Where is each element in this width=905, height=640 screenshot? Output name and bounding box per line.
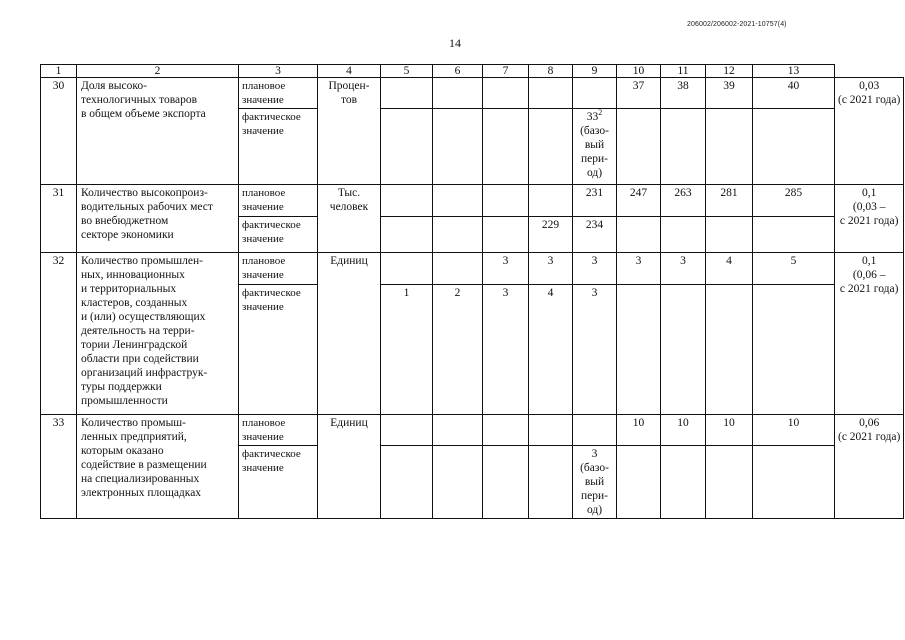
actual-value-col8: $33^2$ (базо- вый пери- од) <box>573 109 617 185</box>
row-number: 31 <box>41 185 77 253</box>
page-number: 14 <box>449 36 461 50</box>
actual-value-col9 <box>617 446 661 519</box>
header-cell-2: 2 <box>77 65 239 78</box>
actual-label: фактическое значение <box>239 217 318 253</box>
planned-value-col6 <box>483 185 529 217</box>
actual-value-col5: 2 <box>433 285 483 415</box>
header-cell-7: 7 <box>483 65 529 78</box>
actual-value-col11 <box>706 109 753 185</box>
unit-cell: Единиц <box>318 253 381 415</box>
actual-value-col12 <box>753 217 835 253</box>
planned-value-col5 <box>433 253 483 285</box>
actual-value-col12 <box>753 285 835 415</box>
actual-value-col4 <box>381 109 433 185</box>
planned-label: плановое значение <box>239 185 318 217</box>
actual-value-col11 <box>706 285 753 415</box>
planned-value-col10: 263 <box>661 185 706 217</box>
table-row <box>41 185 904 217</box>
actual-label: фактическое значение <box>239 109 318 185</box>
planned-value-col7 <box>529 78 573 109</box>
header-cell-13: 13 <box>753 65 835 78</box>
planned-value-col8: 3 <box>573 253 617 285</box>
planned-value-col7: 3 <box>529 253 573 285</box>
actual-value-col12 <box>753 446 835 519</box>
actual-value-col6 <box>483 217 529 253</box>
actual-value-col11 <box>706 446 753 519</box>
planned-value-col5 <box>433 415 483 446</box>
actual-value-col5 <box>433 109 483 185</box>
planned-value-col4 <box>381 78 433 109</box>
header-cell-3: 3 <box>239 65 318 78</box>
actual-label: фактическое значение <box>239 446 318 519</box>
planned-value-col9: 247 <box>617 185 661 217</box>
indicators-table <box>40 64 904 519</box>
actual-value-col7: 4 <box>529 285 573 415</box>
actual-value-col10 <box>661 109 706 185</box>
planned-value-col10: 38 <box>661 78 706 109</box>
actual-value-col7 <box>529 109 573 185</box>
planned-value-col9: 37 <box>617 78 661 109</box>
header-cell-6: 6 <box>433 65 483 78</box>
planned-value-col4 <box>381 185 433 217</box>
actual-value-col11 <box>706 217 753 253</box>
planned-value-col6 <box>483 415 529 446</box>
target-note: 0,1 (0,03 – с 2021 года) <box>835 185 904 253</box>
actual-value-col5 <box>433 446 483 519</box>
actual-value-col8: 3 <box>573 285 617 415</box>
planned-value-col12: 40 <box>753 78 835 109</box>
actual-value-col8: 3 (базо- вый пери- од) <box>573 446 617 519</box>
header-cell-9: 9 <box>573 65 617 78</box>
row-number: 32 <box>41 253 77 415</box>
planned-value-col5 <box>433 78 483 109</box>
planned-value-col8: 231 <box>573 185 617 217</box>
planned-value-col4 <box>381 415 433 446</box>
actual-value-col6 <box>483 109 529 185</box>
indicator-name: Доля высоко- технологичных товаров в общем объеме экспорта <box>77 78 239 185</box>
planned-value-col4 <box>381 253 433 285</box>
header-cell-12: 12 <box>706 65 753 78</box>
planned-value-col10: 10 <box>661 415 706 446</box>
actual-value-col4 <box>381 217 433 253</box>
planned-value-col9: 10 <box>617 415 661 446</box>
header-cell-10: 10 <box>617 65 661 78</box>
actual-value-col7: 229 <box>529 217 573 253</box>
row-number: 33 <box>41 415 77 519</box>
actual-value-col9 <box>617 217 661 253</box>
indicator-name: Количество высокопроиз- водительных рабочих мест во внебюджетном секторе экономики <box>77 185 239 253</box>
actual-value-col12 <box>753 109 835 185</box>
header-cell-5: 5 <box>381 65 433 78</box>
header-cell-8: 8 <box>529 65 573 78</box>
indicator-name: Количество промышлен- ных, инновационных и территориальных кластеров, созданных и (или) осуществляющих деятельность на терри- тории Ленинградской области при содействии организаций инфраструк- туры поддержки промышленности <box>77 253 239 415</box>
planned-label: плановое значение <box>239 78 318 109</box>
planned-value-col10: 3 <box>661 253 706 285</box>
planned-label: плановое значение <box>239 253 318 285</box>
planned-value-col9: 3 <box>617 253 661 285</box>
planned-value-col5 <box>433 185 483 217</box>
actual-value-col4 <box>381 446 433 519</box>
planned-value-col11: 39 <box>706 78 753 109</box>
document-id: 206002/206002-2021-10757(4) <box>687 21 787 28</box>
planned-value-col6 <box>483 78 529 109</box>
actual-value-col9 <box>617 109 661 185</box>
actual-value-col9 <box>617 285 661 415</box>
planned-value-col8 <box>573 415 617 446</box>
indicator-name: Количество промыш- ленных предприятий, которым оказано содействие в размещении на специализированных электронных площадках <box>77 415 239 519</box>
header-cell-1: 1 <box>41 65 77 78</box>
actual-value-col8: 234 <box>573 217 617 253</box>
planned-value-col6: 3 <box>483 253 529 285</box>
planned-value-col7 <box>529 185 573 217</box>
unit-cell: Процен- тов <box>318 78 381 185</box>
planned-label: плановое значение <box>239 415 318 446</box>
unit-cell: Тыс. человек <box>318 185 381 253</box>
actual-value-col10 <box>661 217 706 253</box>
row-number: 30 <box>41 78 77 185</box>
planned-value-col7 <box>529 415 573 446</box>
actual-value-col6 <box>483 446 529 519</box>
planned-value-col11: 4 <box>706 253 753 285</box>
actual-value-col7 <box>529 446 573 519</box>
planned-value-col12: 10 <box>753 415 835 446</box>
header-row <box>41 65 904 78</box>
header-cell-11: 11 <box>661 65 706 78</box>
table-row <box>41 415 904 446</box>
header-cell-4: 4 <box>318 65 381 78</box>
planned-value-col8 <box>573 78 617 109</box>
target-note: 0,03 (с 2021 года) <box>835 78 904 185</box>
unit-cell: Единиц <box>318 415 381 519</box>
actual-value-col10 <box>661 446 706 519</box>
actual-value-col5 <box>433 217 483 253</box>
target-note: 0,06 (с 2021 года) <box>835 415 904 519</box>
actual-value-col10 <box>661 285 706 415</box>
planned-value-col11: 10 <box>706 415 753 446</box>
planned-value-col12: 5 <box>753 253 835 285</box>
planned-value-col12: 285 <box>753 185 835 217</box>
actual-label: фактическое значение <box>239 285 318 415</box>
table-row <box>41 78 904 109</box>
planned-value-col11: 281 <box>706 185 753 217</box>
target-note: 0,1 (0,06 – с 2021 года) <box>835 253 904 415</box>
actual-value-col4: 1 <box>381 285 433 415</box>
actual-value-col6: 3 <box>483 285 529 415</box>
table-row <box>41 253 904 285</box>
